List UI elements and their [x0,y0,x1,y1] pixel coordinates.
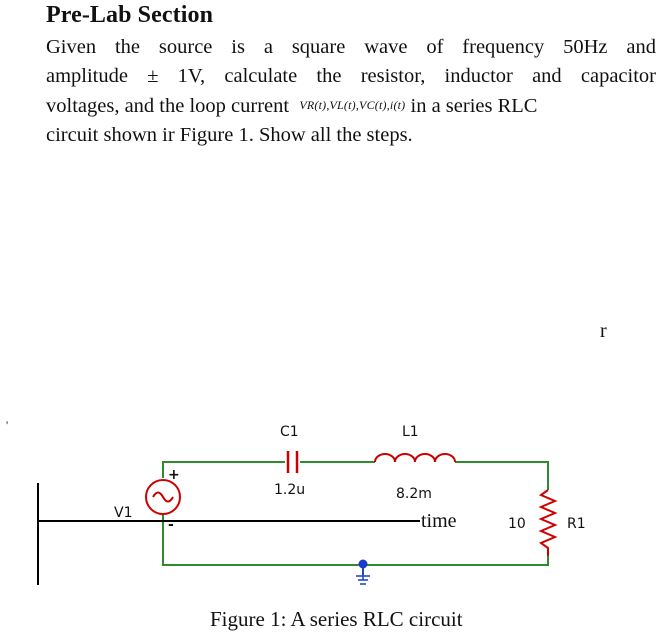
capacitor [288,451,297,473]
circuit-wires [163,462,548,575]
source-plus: + [168,467,180,483]
problem-paragraph [46,33,656,150]
inductor [375,454,455,462]
source-wave [153,493,173,502]
resistor-value: 10 [508,516,526,532]
paragraph-line-4: circuit shown ir Figure 1. Show all the steps. [46,124,413,146]
wire-top-left [163,462,285,478]
figure-caption: Figure 1: A series RLC circuit [210,607,463,631]
voltage-source [146,480,180,514]
paragraph-line-3-text: voltages, and the loop current [46,95,290,117]
time-label: time [421,510,457,532]
paragraph-line-1: Given the source is a square wave of frequency 50Hz and [46,36,656,58]
source-label: V1 [114,505,133,521]
capacitor-value: 1.2u [274,482,306,498]
resistor [541,490,555,556]
paragraph-line-3 [46,91,656,121]
ground-symbol [356,560,370,585]
stray-letter: r [600,320,607,342]
paragraph-line-2: amplitude ± 1V, calculate the resistor, inductor and capacitor [46,65,656,87]
inductor-value: 8.2m [396,486,432,502]
loop-variables-math: VR(t),VL(t),VC(t),i(t) [299,98,406,112]
resistor-label: R1 [567,516,586,532]
wire-top-right [455,462,548,490]
wire-bottom-right [163,515,548,565]
inductor-label: L1 [402,424,419,440]
stray-tick: ' [6,418,9,432]
rlc-circuit-diagram [0,410,660,585]
section-title: Pre-Lab Section [46,2,214,28]
paragraph-line-3-tail: in a series RLC [405,95,538,117]
capacitor-label: C1 [280,424,299,440]
ground-node [359,560,368,569]
source-minus: - [168,517,174,533]
